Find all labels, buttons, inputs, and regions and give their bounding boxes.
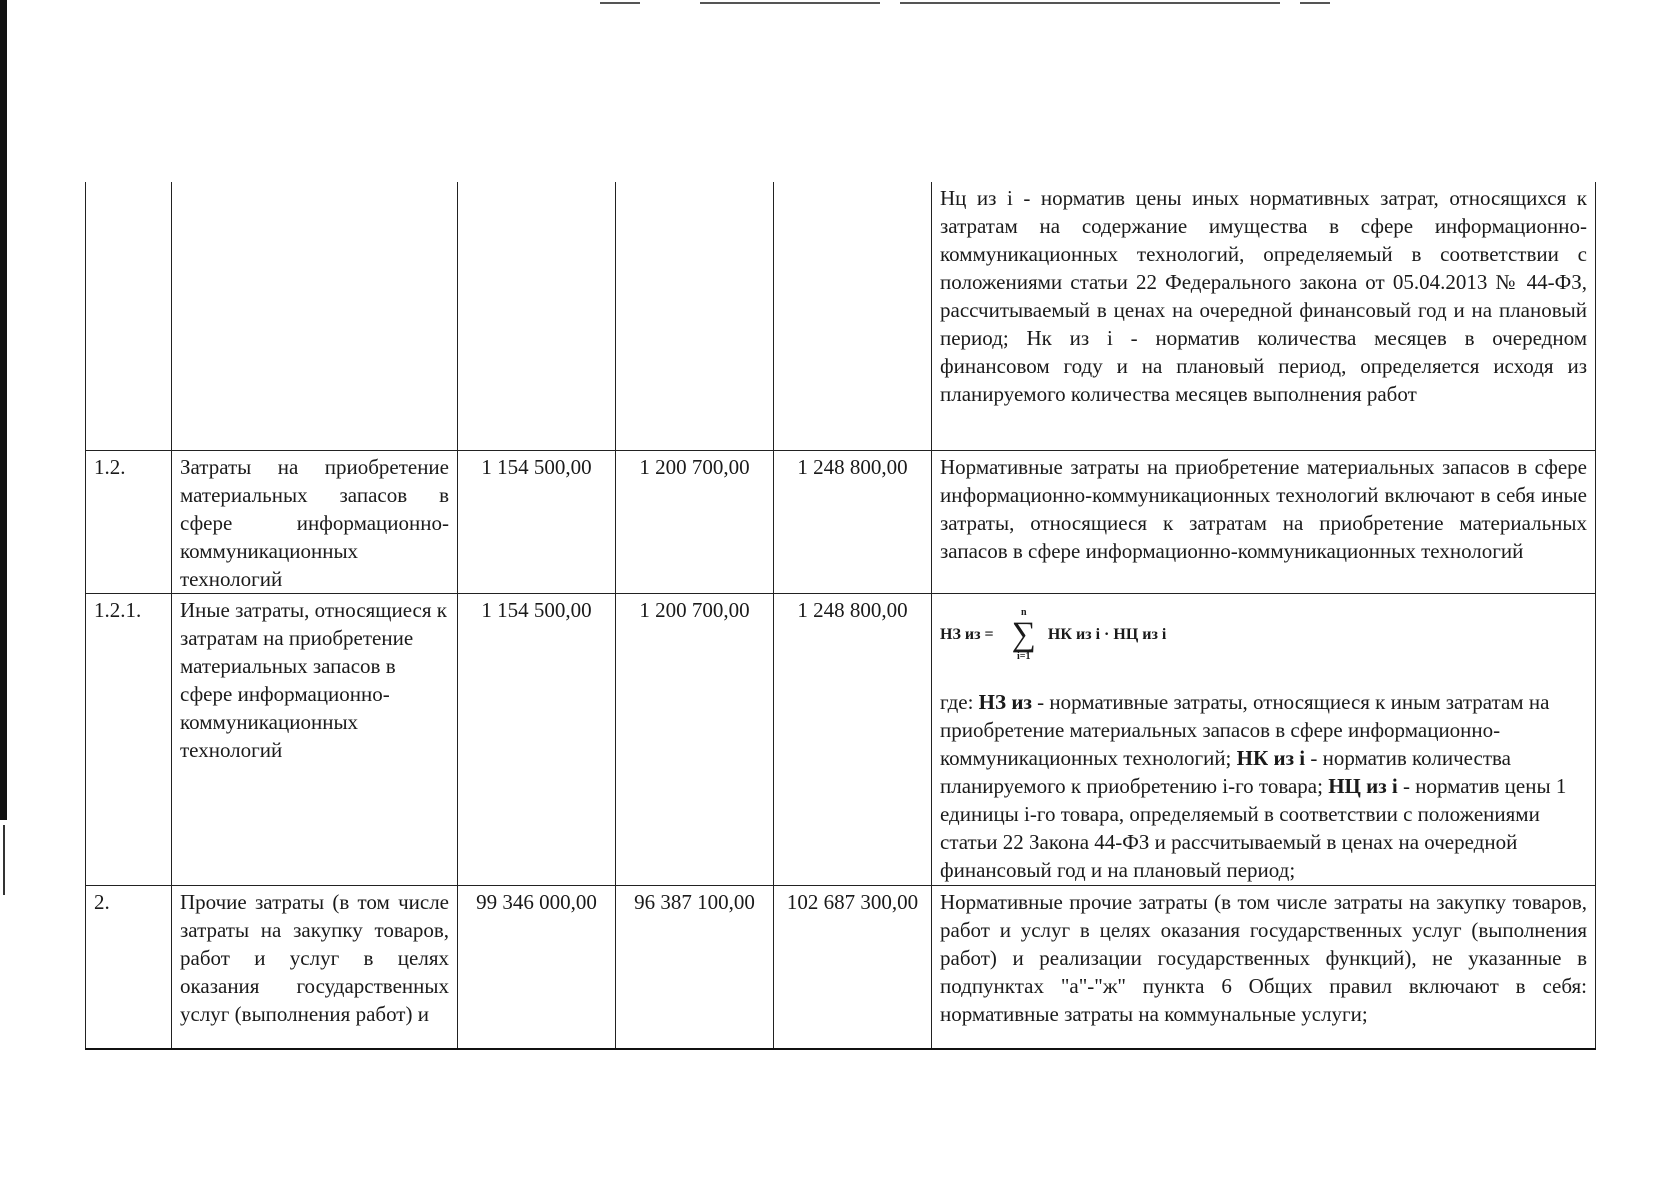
value-cell: 96 387 100,00 [616,885,774,1049]
name-cell: Иные затраты, относящиеся к затратам на приобретение материальных запасов в сфере информационно-коммуникационных технологий [172,593,458,885]
formula-rhs: НК из i · НЦ из i [1047,625,1167,643]
sum-lower-limit: i=1 [1017,650,1031,662]
index-cell [86,182,172,450]
scan-edge [0,0,7,820]
table-row [86,182,1596,450]
value-cell: 1 200 700,00 [616,593,774,885]
value-cell: 1 154 500,00 [458,450,616,593]
sum-upper-limit: n [1021,606,1027,618]
scan-edge-mark [3,825,5,895]
legend-prefix: где: [940,689,979,714]
description-cell: Нц из i - норматив цены иных нормативных затрат, относящихся к затратам на содержание имущества в сфере информационно-коммуникационных технологий, определяемый в соответствии с положениями статьи 22 Федерального закона от 05.04.2013 № 44-ФЗ, рассчитываемый в ценах на очередной финансовый год и на плановый период; Нк из i - норматив количества месяцев в очередном финансовом году и на плановый период, определяется исходя из планируемого количества месяцев выполнения работ [932,182,1596,450]
index-cell: 1.2.1. [86,593,172,885]
name-cell: Прочие затраты (в том числе затраты на закупку товаров, работ и услуг в целях оказания государственных услуг (выполнения работ) и [172,885,458,1049]
top-rule [600,2,640,4]
legend-definition: - норматив цены 1 единицы i-го товара, определяемый в соответствии с положениями статьи 22 Закона 44-ФЗ и рассчитываемый в ценах на очередной финансовый год и на плановый период; [940,773,1567,882]
formula-legend [940,688,1587,884]
top-rule [700,2,880,4]
cost-formula [940,596,1587,674]
legend-term: НК из i [1236,745,1306,770]
legend-term: НЦ из i [1328,773,1398,798]
value-cell [616,182,774,450]
legend-definition: - нормативные затраты, относящиеся к иным затратам на приобретение материальных запасов в сфере информационно-коммуникационных технологий; [940,689,1550,770]
sigma-symbol: ∑ [1011,615,1036,653]
value-cell [774,182,932,450]
table-row [86,885,1596,1049]
sum-operator [1012,608,1036,662]
name-cell: Затраты на приобретение материальных запасов в сфере информационно-коммуникационных технологий [172,450,458,593]
value-cell: 99 346 000,00 [458,885,616,1049]
value-cell: 1 248 800,00 [774,593,932,885]
index-cell: 2. [86,885,172,1049]
table-row [86,450,1596,593]
table-row [86,593,1596,885]
value-cell: 1 248 800,00 [774,450,932,593]
description-cell: Нормативные прочие затраты (в том числе затраты на закупку товаров, работ и услуг в целях оказания государственных услуг (выполнения работ) и реализации государственных функций), не указанные в подпунктах "а"-"ж" пункта 6 Общих правил включают в себя: нормативные затраты на коммунальные услуги; [932,885,1596,1049]
normative-costs-table [85,182,1596,1050]
top-rule [1300,2,1330,4]
legend-term: НЗ из [978,689,1032,714]
description-cell [932,593,1596,885]
legend-definition: - норматив количества планируемого к приобретению i-го товара; [940,745,1511,798]
formula-lhs: НЗ из = [940,625,994,643]
value-cell: 1 154 500,00 [458,593,616,885]
value-cell: 1 200 700,00 [616,450,774,593]
description-cell: Нормативные затраты на приобретение материальных запасов в сфере информационно-коммуникационных технологий включают в себя иные затраты, относящиеся к затратам на приобретение материальных запасов в сфере информационно-коммуникационных технологий [932,450,1596,593]
index-cell: 1.2. [86,450,172,593]
value-cell [458,182,616,450]
value-cell: 102 687 300,00 [774,885,932,1049]
top-rule [900,2,1280,4]
name-cell [172,182,458,450]
